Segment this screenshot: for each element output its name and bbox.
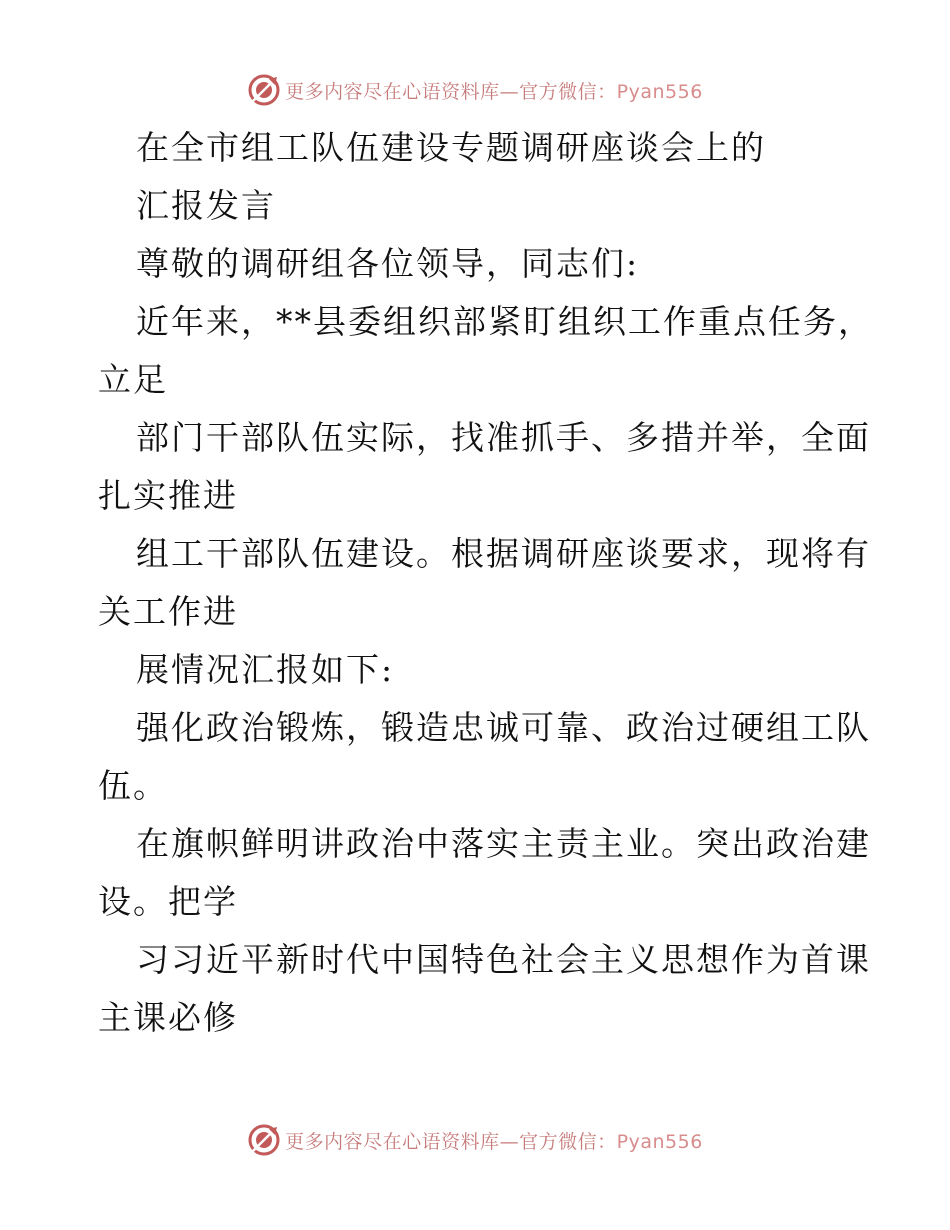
paragraph-line: 设。把学 — [98, 882, 238, 921]
footer-watermark — [0, 1120, 950, 1160]
paragraph-line: 部门干部队伍实际，找准抓手、多措并举，全面 — [136, 418, 871, 457]
header-watermark — [0, 70, 950, 110]
paragraph-line: 主课必修 — [98, 998, 238, 1037]
paragraph-line: 近年来，**县委组织部紧盯组织工作重点任务， — [136, 302, 873, 341]
paragraph-line: 在旗帜鲜明讲政治中落实主责主业。突出政治建 — [136, 824, 871, 863]
paragraph-line: 扎实推进 — [98, 476, 238, 515]
paragraph-line: 习习近平新时代中国特色社会主义思想作为首课 — [136, 940, 871, 979]
seal-logo-icon — [247, 1123, 281, 1157]
paragraph-line: 展情况汇报如下: — [136, 650, 395, 689]
paragraph-line: 组工干部队伍建设。根据调研座谈要求，现将有 — [136, 534, 871, 573]
watermark-text: 更多内容尽在心语资料库—官方微信：Pyan556 — [285, 80, 703, 103]
watermark-text: 更多内容尽在心语资料库—官方微信：Pyan556 — [285, 1130, 703, 1153]
paragraph-line: 立足 — [98, 360, 168, 399]
salutation: 尊敬的调研组各位领导，同志们: — [136, 244, 640, 283]
seal-logo-icon — [247, 73, 281, 107]
paragraph-line: 强化政治锻炼，锻造忠诚可靠、政治过硬组工队 — [136, 708, 871, 747]
paragraph-line: 伍。 — [98, 766, 168, 805]
document-title-line1: 在全市组工队伍建设专题调研座谈会上的 — [136, 128, 766, 167]
document-title-line2: 汇报发言 — [136, 186, 276, 225]
paragraph-line: 关工作进 — [98, 592, 238, 631]
